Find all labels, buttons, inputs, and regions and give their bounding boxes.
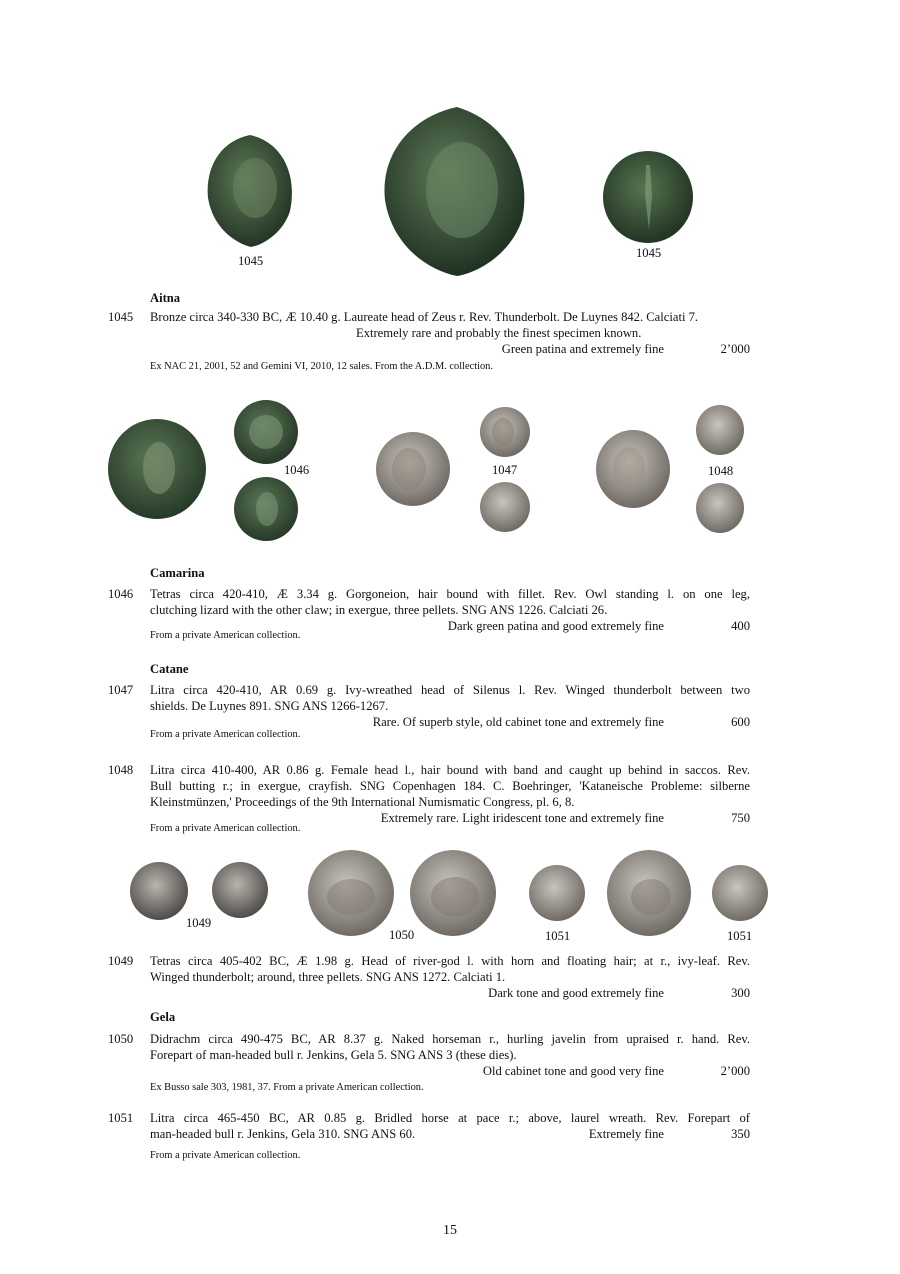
coin-1050-obverse-image: [307, 849, 395, 937]
lot-description: Winged thunderbolt; around, three pellets. SNG ANS 1272. Calciati 1.: [150, 970, 506, 984]
lot-provenance: Ex NAC 21, 2001, 52 and Gemini VI, 2010, 12 sales. From the A.D.M. collection.: [150, 361, 493, 372]
coin-1048-obverse-image: [695, 404, 745, 456]
coin-1051-reverse-enlarged-image: [606, 849, 692, 937]
plate-label: 1047: [492, 463, 518, 477]
lot-description: shields. De Luynes 891. SNG ANS 1266-1267.: [150, 699, 389, 713]
coin-1047-obverse-image: [479, 406, 531, 458]
lot-number: 1049: [108, 954, 134, 968]
lot-condition: Dark green patina and good extremely fine: [447, 619, 664, 633]
lot-provenance: From a private American collection.: [150, 630, 301, 641]
lot-provenance: From a private American collection.: [150, 1150, 301, 1161]
lot-description: man-headed bull r. Jenkins, Gela 310. SNG ANS 60.: [150, 1127, 416, 1141]
coin-1046-reverse-enlarged-image: [107, 418, 207, 520]
lot-note: Extremely rare and probably the finest specimen known.: [356, 326, 642, 340]
section-heading-catane: Catane: [150, 662, 189, 676]
lot-description: Litra circa 420-410, AR 0.69 g. Ivy-wreathed head of Silenus l. Rev. Winged thunderbolt between two: [150, 683, 750, 697]
lot-description: Bronze circa 340-330 BC, Æ 10.40 g. Laureate head of Zeus r. Rev. Thunderbolt. De Luynes 842. Calciati 7.: [150, 310, 699, 324]
coin-1049-reverse-image: [211, 861, 269, 919]
plate-label: 1051: [727, 929, 753, 943]
lot-description: Tetras circa 420-410, Æ 3.34 g. Gorgoneion, hair bound with fillet. Rev. Owl standing l. on one leg,: [150, 587, 750, 601]
lot-description: Bull butting r.; in exergue, crayfish. SNG Copenhagen 184. C. Boehringer, 'Kataneische Probleme: silberne: [150, 779, 750, 793]
lot-estimate: 600: [731, 715, 750, 729]
lot-estimate: 2’000: [720, 1064, 750, 1078]
coin-1048-reverse-image: [695, 482, 745, 534]
lot-description: clutching lizard with the other claw; in exergue, three pellets. SNG ANS 1226. Calciati 26.: [150, 603, 608, 617]
lot-description: Tetras circa 405-402 BC, Æ 1.98 g. Head of river-god l. with horn and floating hair; at r., ivy-leaf. Rev.: [150, 954, 750, 968]
lot-provenance: From a private American collection.: [150, 729, 301, 740]
plate-label: 1051: [545, 929, 571, 943]
plate-label: 1045: [636, 246, 662, 260]
page-number: 15: [443, 1223, 457, 1238]
coin-1045-obverse-image: [205, 133, 295, 248]
plate-label: 1046: [284, 463, 310, 477]
lot-condition: Old cabinet tone and good very fine: [482, 1064, 664, 1078]
lot-condition: Dark tone and good extremely fine: [488, 986, 664, 1000]
section-heading-aitna: Aitna: [150, 291, 181, 305]
plate-label: 1049: [186, 916, 212, 930]
lot-number: 1046: [108, 587, 134, 601]
lot-number: 1050: [108, 1032, 134, 1046]
coin-1046-obverse-image: [233, 399, 299, 465]
lot-estimate: 2’000: [720, 342, 750, 356]
section-heading-gela: Gela: [150, 1010, 176, 1024]
lot-description: Didrachm circa 490-475 BC, AR 8.37 g. Naked horseman r., hurling javelin from upraised r. hand. Rev.: [150, 1032, 750, 1046]
lot-description: Litra circa 465-450 BC, AR 0.85 g. Bridled horse at pace r.; above, laurel wreath. Rev. Forepart of: [150, 1111, 750, 1125]
lot-number: 1048: [108, 763, 134, 777]
coin-1046-reverse-image: [233, 476, 299, 542]
lot-description: Forepart of man-headed bull r. Jenkins, Gela 5. SNG ANS 3 (these dies).: [150, 1048, 517, 1062]
lot-number: 1047: [108, 683, 134, 697]
coin-1050-reverse-image: [409, 849, 497, 937]
coin-1051-obverse-image: [528, 864, 586, 922]
coin-1047-obverse-enlarged-image: [375, 431, 451, 507]
coin-1047-reverse-image: [479, 481, 531, 533]
lot-estimate: 400: [731, 619, 750, 633]
lot-condition: Rare. Of superb style, old cabinet tone and extremely fine: [372, 715, 664, 729]
section-heading-camarina: Camarina: [150, 566, 205, 580]
lot-number: 1051: [108, 1111, 134, 1125]
plate-label: 1050: [389, 928, 415, 942]
coin-1045-obverse-enlarged-image: [382, 105, 532, 277]
lot-condition: Extremely rare. Light iridescent tone and extremely fine: [380, 811, 664, 825]
plate-label: 1045: [238, 254, 264, 268]
coin-1051-reverse-image: [711, 864, 769, 922]
lot-description: Litra circa 410-400, AR 0.86 g. Female head l., hair bound with band and caught up behind in saccos. Rev.: [150, 763, 750, 777]
coin-1048-obverse-enlarged-image: [595, 429, 671, 509]
plate-label: 1048: [708, 464, 734, 478]
lot-provenance: Ex Busso sale 303, 1981, 37. From a private American collection.: [150, 1082, 424, 1093]
lot-estimate: 750: [731, 811, 750, 825]
lot-description: Kleinstmünzen,' Proceedings of the 9th International Numismatic Congress, pl. 6, 8.: [150, 795, 575, 809]
lot-provenance: From a private American collection.: [150, 823, 301, 834]
lot-estimate: 300: [731, 986, 750, 1000]
lot-estimate: 350: [731, 1127, 750, 1141]
coin-1049-obverse-image: [129, 861, 189, 921]
lot-condition: Extremely fine: [588, 1127, 664, 1141]
lot-condition: Green patina and extremely fine: [501, 342, 664, 356]
lot-number: 1045: [108, 310, 134, 324]
coin-1045-reverse-image: [602, 150, 694, 244]
